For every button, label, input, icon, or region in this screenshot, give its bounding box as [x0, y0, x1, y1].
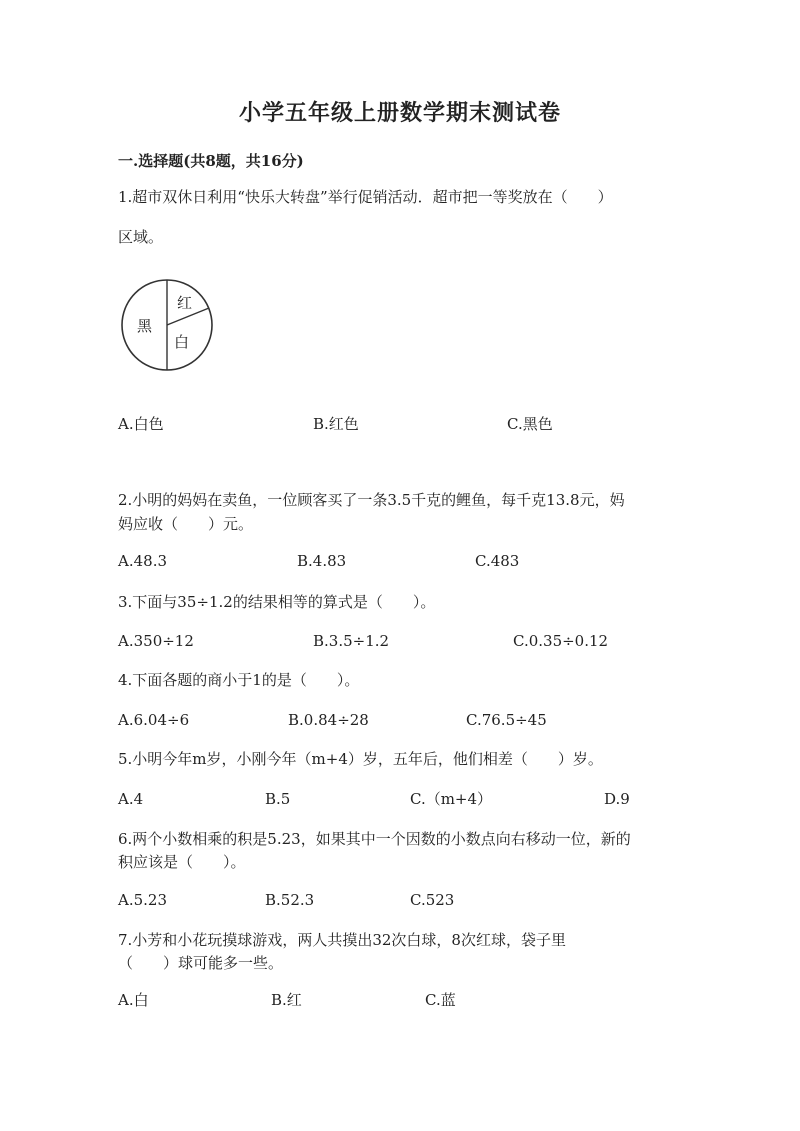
q6-option-a: A.5.23 [118, 891, 167, 909]
q3-option-c: C.0.35÷0.12 [513, 632, 609, 650]
question-1-line-2: 区域。 [118, 228, 164, 246]
q1-option-b: B.红色 [313, 415, 359, 433]
q7-option-c: C.蓝 [425, 991, 456, 1009]
q4-option-b: B.0.84÷28 [288, 711, 369, 729]
q3-option-b: B.3.5÷1.2 [313, 632, 390, 650]
q1-option-a: A.白色 [118, 415, 164, 433]
q5-option-c: C.（m+4） [410, 790, 493, 808]
q1-option-c: C.黑色 [507, 415, 553, 433]
question-7-line-1: 7.小芳和小花玩摸球游戏，两人共摸出32次白球，8次红球，袋子里 [118, 931, 566, 949]
question-6-line-1: 6.两个小数相乘的积是5.23，如果其中一个因数的小数点向右移动一位，新的 [118, 830, 631, 848]
question-4-line-1: 4.下面各题的商小于1的是（ ）。 [118, 671, 360, 689]
page-title: 小学五年级上册数学期末测试卷 [238, 100, 561, 126]
q4-option-c: C.76.5÷45 [466, 711, 547, 729]
wheel-label-black: 黑 [137, 317, 153, 335]
question-2-line-2: 妈应收（ ）元。 [118, 515, 254, 533]
question-7-line-2: （ ）球可能多一些。 [118, 954, 284, 972]
q7-option-b: B.红 [271, 991, 302, 1009]
question-1-line-1: 1.超市双休日利用“快乐大转盘”举行促销活动．超市把一等奖放在（ ） [118, 188, 613, 206]
question-2-line-1: 2.小明的妈妈在卖鱼，一位顾客买了一条3.5千克的鲤鱼，每千克13.8元，妈 [118, 491, 625, 509]
q2-option-b: B.4.83 [297, 552, 347, 570]
section-heading: 一.选择题(共8题，共16分) [118, 152, 304, 170]
q4-option-a: A.6.04÷6 [118, 711, 190, 729]
q5-option-d: D.9 [604, 790, 630, 808]
question-3-line-1: 3.下面与35÷1.2的结果相等的算式是（ ）。 [118, 593, 436, 611]
prize-wheel-diagram [120, 278, 214, 372]
q5-option-a: A.4 [118, 790, 144, 808]
q5-option-b: B.5 [265, 790, 291, 808]
question-6-line-2: 积应该是（ ）。 [118, 853, 246, 871]
wheel-label-white: 白 [174, 333, 190, 351]
q6-option-c: C.523 [410, 891, 455, 909]
q2-option-a: A.48.3 [118, 552, 167, 570]
q2-option-c: C.483 [475, 552, 520, 570]
question-5-line-1: 5.小明今年m岁，小刚今年（m+4）岁，五年后，他们相差（ ）岁。 [118, 750, 603, 768]
q3-option-a: A.350÷12 [118, 632, 194, 650]
wheel-label-red: 红 [177, 294, 193, 312]
q7-option-a: A.白 [118, 991, 149, 1009]
q6-option-b: B.52.3 [265, 891, 315, 909]
